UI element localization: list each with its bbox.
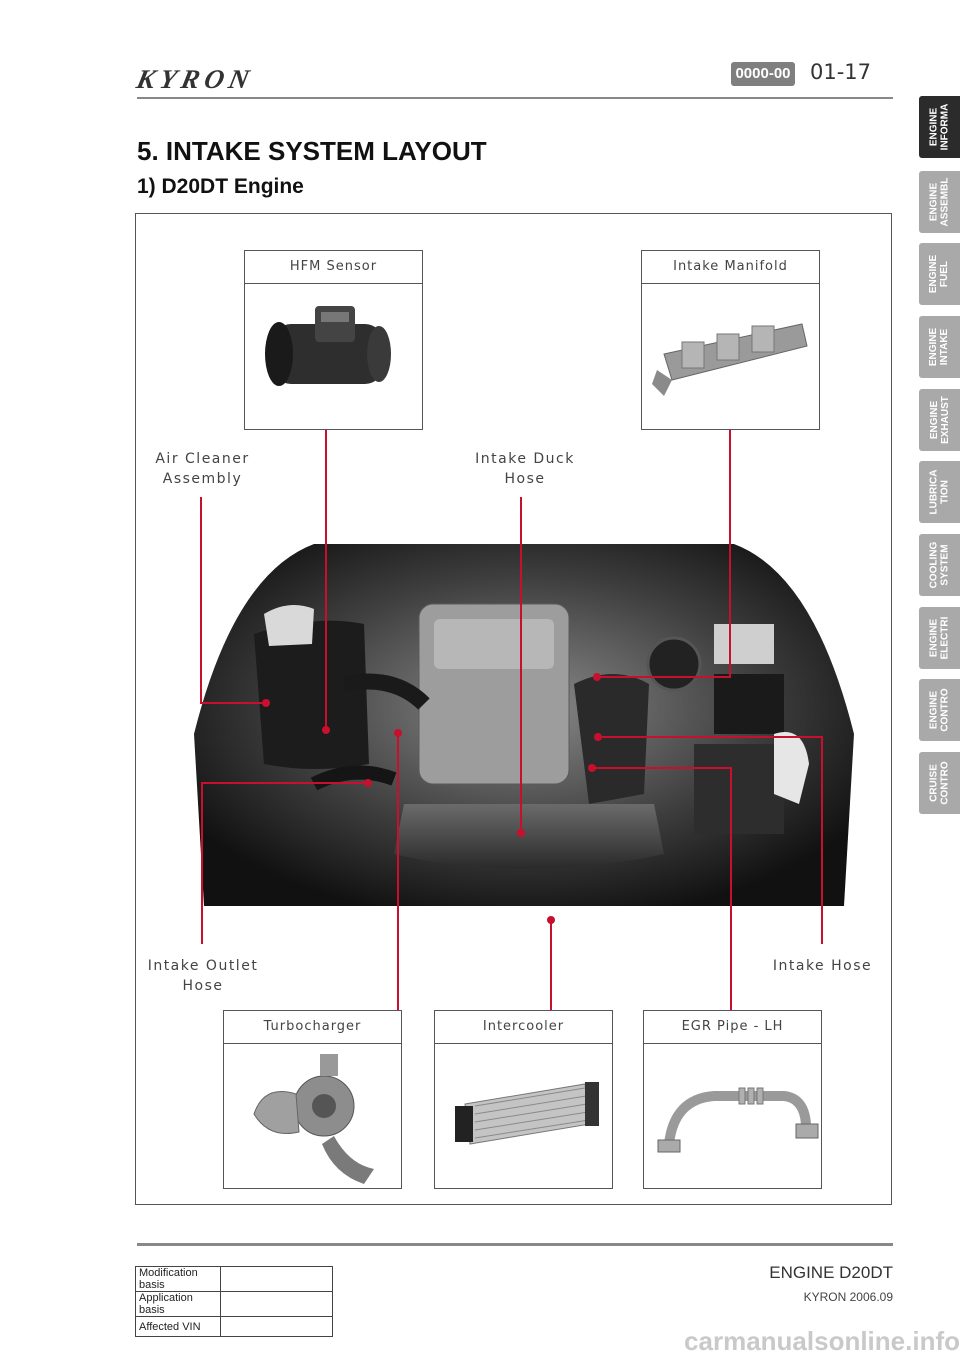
label-intake-duck-hose <box>460 449 590 489</box>
part-caption: Turbocharger <box>224 1011 401 1044</box>
label-line: Intake Duck <box>475 451 575 467</box>
table-row <box>136 1267 333 1292</box>
table-key: Modification basis <box>136 1267 221 1292</box>
part-box-hfm-sensor <box>244 250 423 430</box>
side-tab-label: ENGINE INTAKE <box>928 327 951 367</box>
part-box-egr-pipe-lh <box>643 1010 822 1189</box>
side-tab-label: ENGINE INFORMA <box>928 103 951 151</box>
side-tab-label: LUBRICA TION <box>928 469 951 515</box>
side-tab-label: ENGINE EXHAUST <box>928 396 951 444</box>
side-tab-engine-assembly[interactable] <box>919 171 960 233</box>
label-line: Intake Outlet <box>147 958 259 974</box>
side-tab-label: ENGINE CONTRO <box>928 688 951 732</box>
part-caption: HFM Sensor <box>245 251 422 284</box>
intercooler-image <box>435 1044 612 1189</box>
table-key: Application basis <box>136 1292 221 1317</box>
hfm-sensor-image <box>245 284 422 430</box>
side-tab-engine-electrical[interactable] <box>919 607 960 669</box>
section-subtitle: 1) D20DT Engine <box>137 175 304 198</box>
part-box-intercooler <box>434 1010 613 1189</box>
label-intake-outlet-hose <box>138 956 268 996</box>
page-title: 5. INTAKE SYSTEM LAYOUT <box>137 136 487 166</box>
footer-model-date: KYRON 2006.09 <box>803 1290 893 1304</box>
engine-bay-photo <box>194 534 854 906</box>
part-caption: Intake Manifold <box>642 251 819 284</box>
label-line: Hose <box>182 978 224 994</box>
side-tab-cruise-control[interactable] <box>919 752 960 814</box>
side-tab-label: ENGINE ASSEMBL <box>928 177 951 227</box>
part-box-turbocharger <box>223 1010 402 1189</box>
label-air-cleaner-assembly <box>140 449 265 489</box>
side-tab-engine-fuel[interactable] <box>919 243 960 305</box>
section-code-badge: 0000-00 <box>731 62 795 86</box>
label-line: Intake Hose <box>772 958 873 974</box>
label-intake-hose <box>760 956 885 976</box>
label-line: Hose <box>504 471 546 487</box>
part-caption: EGR Pipe - LH <box>644 1011 821 1044</box>
turbocharger-image <box>224 1044 401 1189</box>
kyron-logo: KYRON <box>133 64 257 94</box>
side-tab-label: ENGINE ELECTRI <box>928 616 951 660</box>
footer-engine-title: ENGINE D20DT <box>769 1263 893 1282</box>
side-tab-label: COOLING SYSTEM <box>928 541 951 589</box>
side-tab-label: CRUISE CONTRO <box>928 761 951 805</box>
side-tab-lubrication[interactable] <box>919 461 960 523</box>
table-key: Affected VIN <box>136 1317 221 1337</box>
egr-pipe-image <box>644 1044 821 1189</box>
intake-manifold-image <box>642 284 819 430</box>
part-caption: Intercooler <box>435 1011 612 1044</box>
side-tab-engine-intake[interactable] <box>919 316 960 378</box>
table-value <box>221 1292 333 1317</box>
header-divider <box>137 97 893 99</box>
side-tab-cooling-system[interactable] <box>919 534 960 596</box>
label-line: Assembly <box>162 471 243 487</box>
side-tab-engine-exhaust[interactable] <box>919 389 960 451</box>
table-row <box>136 1292 333 1317</box>
side-tab-engine-control[interactable] <box>919 679 960 741</box>
watermark: carmanualsonline.info <box>684 1326 960 1356</box>
table-value <box>221 1267 333 1292</box>
side-tab-engine-information[interactable] <box>919 96 960 158</box>
part-box-intake-manifold <box>641 250 820 430</box>
label-line: Air Cleaner <box>155 451 250 467</box>
side-tab-label: ENGINE FUEL <box>928 254 951 294</box>
footer-divider <box>137 1243 893 1246</box>
page-number: 01-17 <box>810 60 872 84</box>
